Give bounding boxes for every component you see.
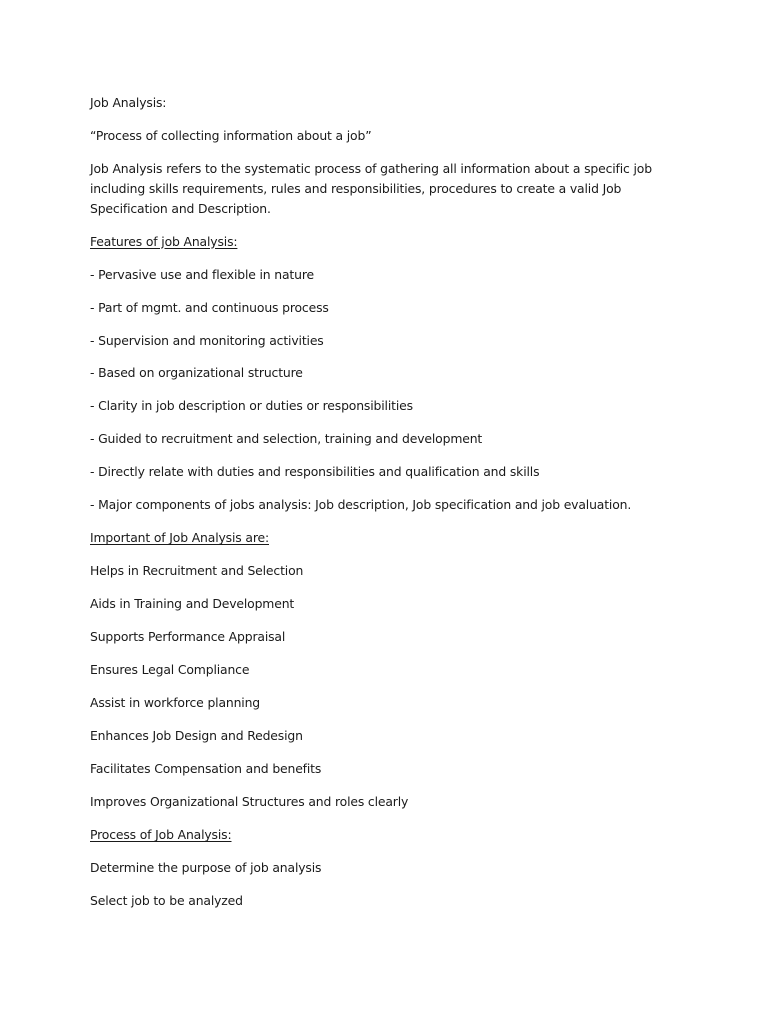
importance-item: Helps in Recruitment and Selection — [90, 563, 304, 579]
feature-item: - Pervasive use and flexible in nature — [90, 266, 314, 282]
importance-item: Ensures Legal Compliance — [90, 662, 250, 678]
process-item: Determine the purpose of job analysis — [90, 860, 322, 876]
feature-item: - Supervision and monitoring activities — [90, 332, 324, 348]
importance-item: Assist in workforce planning — [90, 695, 261, 711]
definition-quote: “Process of collecting information about a job” — [90, 127, 372, 143]
importance-item: Facilitates Compensation and benefits — [90, 761, 322, 777]
importance-heading: Important of Job Analysis are: — [90, 530, 269, 546]
feature-item: - Based on organizational structure — [90, 365, 303, 381]
feature-item: - Directly relate with duties and responsibilities and qualification and skills — [90, 464, 540, 480]
definition-paragraph: Job Analysis refers to the systematic process of gathering all information about a specific job including skills requirements, rules and responsibilities, procedures to create a valid Job Specification and Description. — [90, 160, 652, 216]
importance-item: Supports Performance Appraisal — [90, 629, 286, 645]
process-item: Select job to be analyzed — [90, 893, 243, 909]
importance-item: Aids in Training and Development — [90, 596, 295, 612]
feature-item: - Clarity in job description or duties or responsibilities — [90, 398, 413, 414]
importance-item: Enhances Job Design and Redesign — [90, 728, 303, 744]
features-heading: Features of job Analysis: — [90, 233, 238, 249]
process-heading: Process of Job Analysis: — [90, 827, 232, 843]
document-title: Job Analysis: — [90, 95, 167, 110]
document-body — [90, 93, 680, 924]
importance-item: Improves Organizational Structures and roles clearly — [90, 794, 409, 810]
feature-item: - Part of mgmt. and continuous process — [90, 299, 329, 315]
feature-item: - Guided to recruitment and selection, training and development — [90, 431, 483, 447]
feature-item: - Major components of jobs analysis: Job description, Job specification and job evaluation. — [90, 497, 632, 513]
